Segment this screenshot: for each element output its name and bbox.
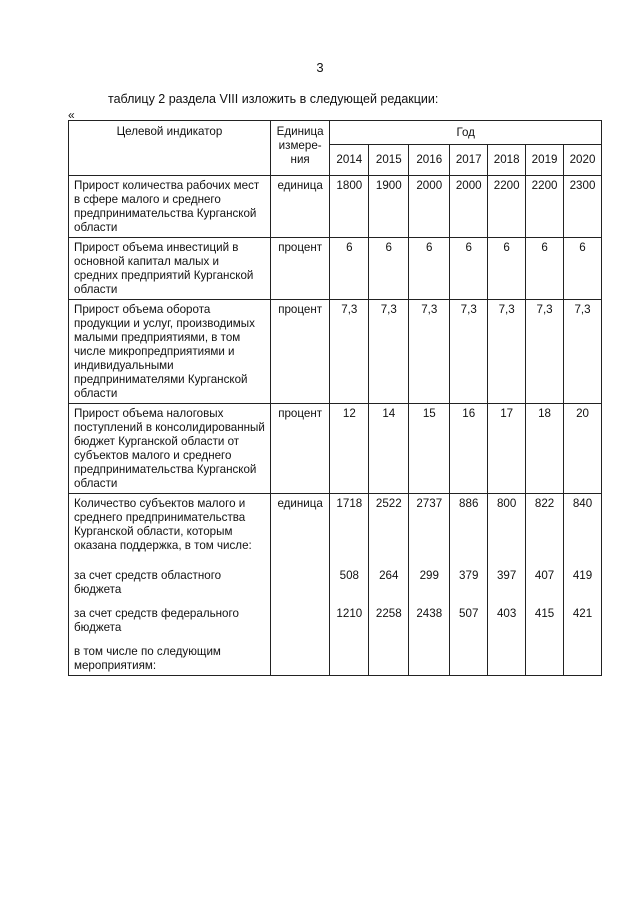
row-indicator: за счет средств федерального бюджета bbox=[69, 599, 271, 637]
row-value: 2000 bbox=[409, 176, 450, 238]
table-row bbox=[69, 494, 602, 556]
row-value: 800 bbox=[488, 494, 526, 556]
row-value: 508 bbox=[330, 555, 369, 599]
row-value: 6 bbox=[409, 238, 450, 300]
row-value: 20 bbox=[564, 404, 602, 494]
row-value: 822 bbox=[526, 494, 564, 556]
row-unit: единица bbox=[270, 176, 329, 238]
row-value: 886 bbox=[450, 494, 488, 556]
row-value: 6 bbox=[564, 238, 602, 300]
row-value: 1718 bbox=[330, 494, 369, 556]
header-indicator: Целевой индикатор bbox=[69, 121, 271, 176]
page-number: 3 bbox=[316, 60, 324, 75]
table-row bbox=[69, 300, 602, 404]
target-indicators-table bbox=[68, 120, 602, 676]
row-value: 415 bbox=[526, 599, 564, 637]
row-value: 6 bbox=[526, 238, 564, 300]
row-unit: единица bbox=[270, 494, 329, 556]
year-2018: 2018 bbox=[488, 145, 526, 176]
row-value: 14 bbox=[369, 404, 409, 494]
row-value: 403 bbox=[488, 599, 526, 637]
row-value bbox=[450, 637, 488, 676]
row-unit bbox=[270, 555, 329, 599]
row-value: 2300 bbox=[564, 176, 602, 238]
row-value: 6 bbox=[369, 238, 409, 300]
row-indicator: Прирост объема налоговых поступлений в консолидированный бюджет Курганской области от субъектов малого и среднего предпринимательства Курганской области bbox=[69, 404, 271, 494]
table-row bbox=[69, 599, 602, 637]
row-value: 7,3 bbox=[450, 300, 488, 404]
quote-mark: « bbox=[68, 108, 75, 122]
row-value: 7,3 bbox=[488, 300, 526, 404]
row-value: 6 bbox=[330, 238, 369, 300]
table-row bbox=[69, 238, 602, 300]
row-value bbox=[526, 637, 564, 676]
table-row bbox=[69, 555, 602, 599]
row-value: 16 bbox=[450, 404, 488, 494]
table-row bbox=[69, 637, 602, 676]
row-indicator: Прирост объема инвестиций в основной капитал малых и средних предприятий Курганской области bbox=[69, 238, 271, 300]
row-value bbox=[369, 637, 409, 676]
row-unit bbox=[270, 599, 329, 637]
row-value: 397 bbox=[488, 555, 526, 599]
table-row bbox=[69, 176, 602, 238]
row-value: 1210 bbox=[330, 599, 369, 637]
row-indicator: в том числе по следующим мероприятиям: bbox=[69, 637, 271, 676]
header-unit: Единица измере-ния bbox=[270, 121, 329, 176]
row-value bbox=[488, 637, 526, 676]
row-value: 7,3 bbox=[369, 300, 409, 404]
row-value: 18 bbox=[526, 404, 564, 494]
row-value: 2737 bbox=[409, 494, 450, 556]
row-value: 12 bbox=[330, 404, 369, 494]
header-row bbox=[69, 121, 602, 145]
row-value: 2438 bbox=[409, 599, 450, 637]
row-value: 840 bbox=[564, 494, 602, 556]
year-2020: 2020 bbox=[564, 145, 602, 176]
row-value: 15 bbox=[409, 404, 450, 494]
row-value: 7,3 bbox=[526, 300, 564, 404]
row-value: 7,3 bbox=[330, 300, 369, 404]
row-unit: процент bbox=[270, 238, 329, 300]
row-value: 2200 bbox=[526, 176, 564, 238]
row-value bbox=[409, 637, 450, 676]
year-2015: 2015 bbox=[369, 145, 409, 176]
row-value: 507 bbox=[450, 599, 488, 637]
row-value: 7,3 bbox=[409, 300, 450, 404]
year-2017: 2017 bbox=[450, 145, 488, 176]
intro-text: таблицу 2 раздела VIII изложить в следующей редакции: bbox=[108, 92, 439, 106]
row-value: 421 bbox=[564, 599, 602, 637]
row-indicator: Прирост объема оборота продукции и услуг, производимых малыми предприятиями, в том числе микропредприятиями и индивидуальными предпринимателями Курганской области bbox=[69, 300, 271, 404]
row-indicator: Количество субъектов малого и среднего предпринимательства Курганской области, которым оказана поддержка, в том числе: bbox=[69, 494, 271, 556]
row-value bbox=[564, 637, 602, 676]
row-value: 299 bbox=[409, 555, 450, 599]
row-value: 2258 bbox=[369, 599, 409, 637]
row-value: 2200 bbox=[488, 176, 526, 238]
row-value: 1900 bbox=[369, 176, 409, 238]
row-value: 407 bbox=[526, 555, 564, 599]
row-unit bbox=[270, 637, 329, 676]
row-indicator: за счет средств областного бюджета bbox=[69, 555, 271, 599]
row-value: 419 bbox=[564, 555, 602, 599]
row-value: 1800 bbox=[330, 176, 369, 238]
row-value: 2522 bbox=[369, 494, 409, 556]
row-value: 2000 bbox=[450, 176, 488, 238]
row-value bbox=[330, 637, 369, 676]
row-value: 6 bbox=[488, 238, 526, 300]
row-value: 6 bbox=[450, 238, 488, 300]
row-value: 17 bbox=[488, 404, 526, 494]
header-year: Год bbox=[330, 121, 602, 145]
year-2014: 2014 bbox=[330, 145, 369, 176]
row-unit: процент bbox=[270, 300, 329, 404]
year-2016: 2016 bbox=[409, 145, 450, 176]
row-value: 7,3 bbox=[564, 300, 602, 404]
row-value: 264 bbox=[369, 555, 409, 599]
year-2019: 2019 bbox=[526, 145, 564, 176]
table-row bbox=[69, 404, 602, 494]
row-value: 379 bbox=[450, 555, 488, 599]
row-indicator: Прирост количества рабочих мест в сфере малого и среднего предпринимательства Курганской области bbox=[69, 176, 271, 238]
row-unit: процент bbox=[270, 404, 329, 494]
